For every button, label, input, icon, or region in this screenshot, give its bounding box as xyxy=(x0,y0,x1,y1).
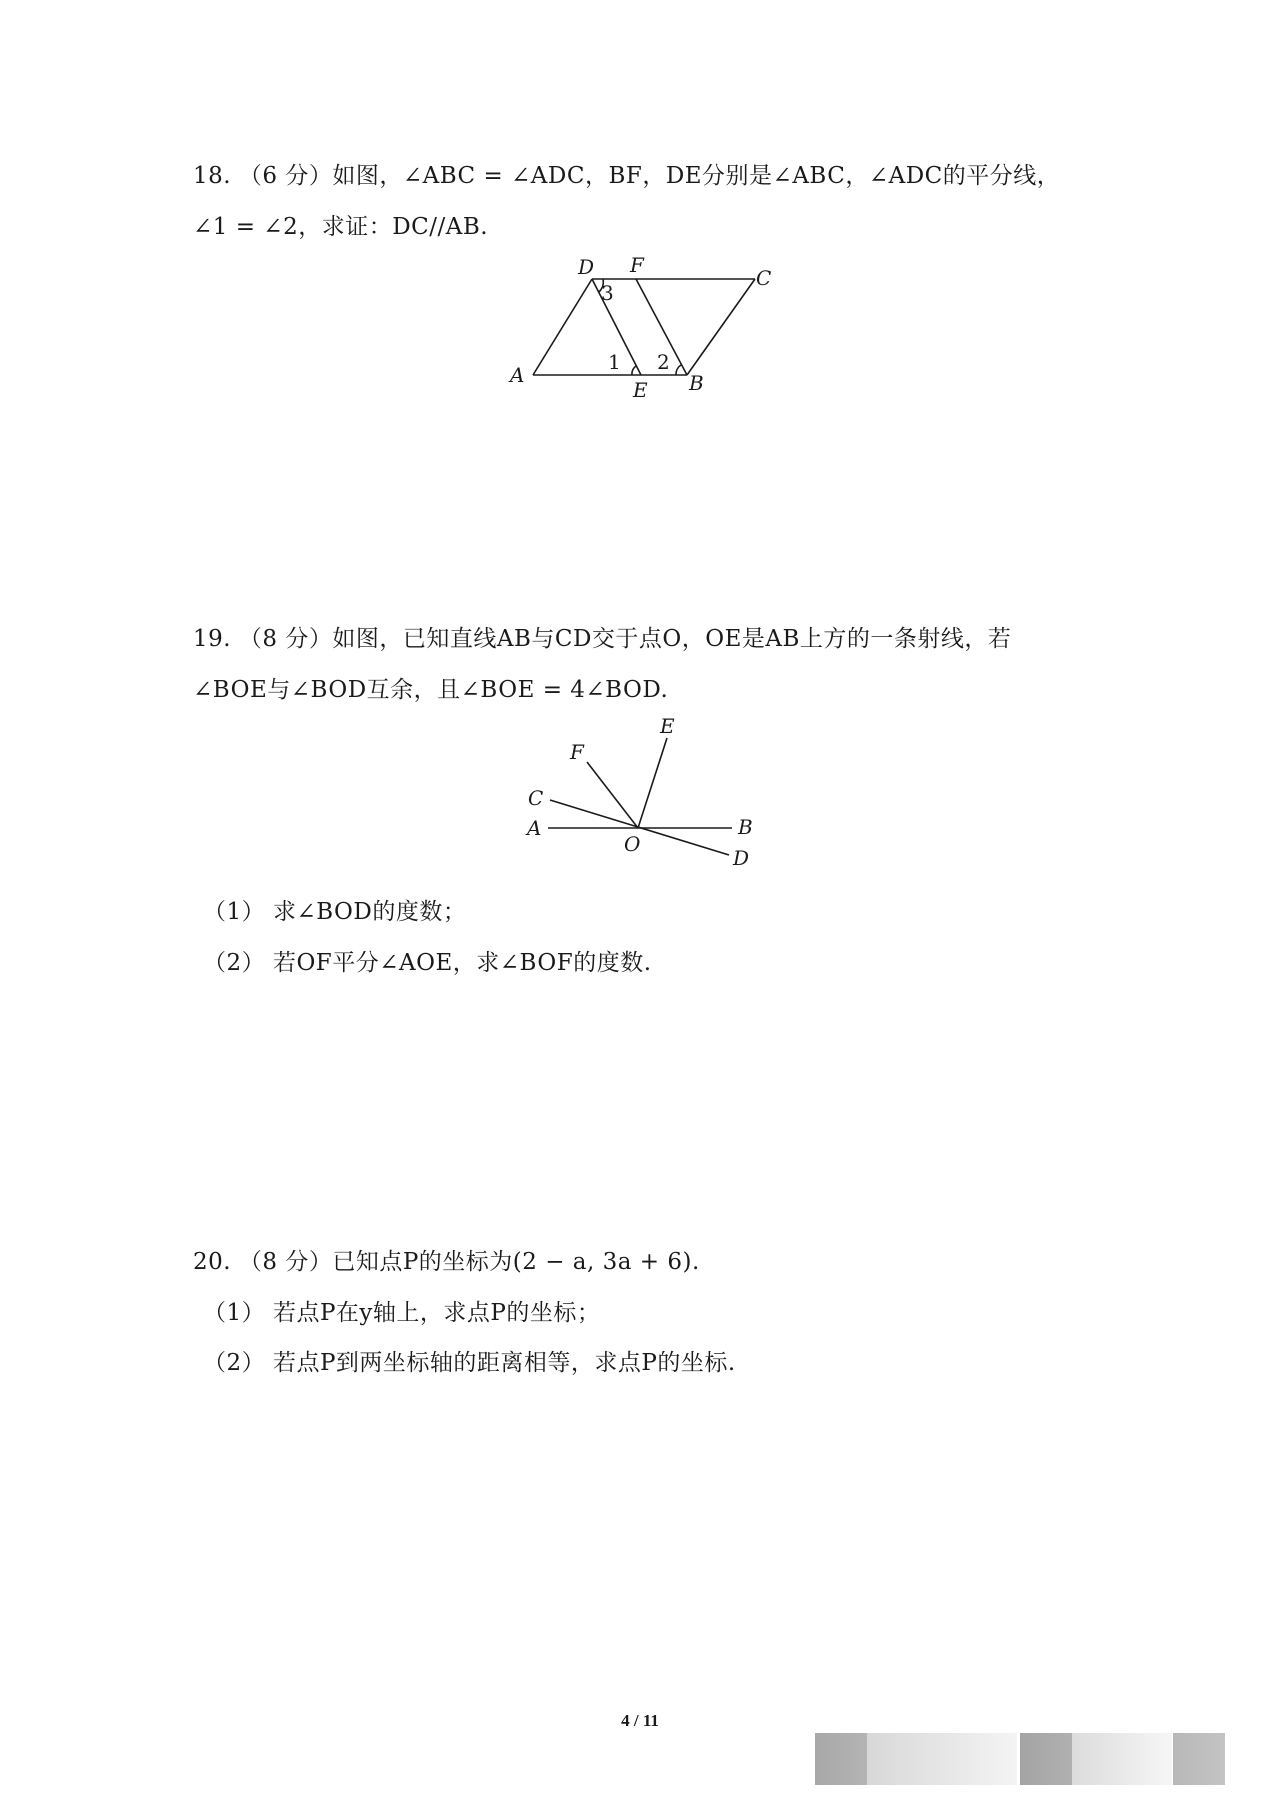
label-E: E xyxy=(633,378,648,402)
q18-figure xyxy=(500,250,790,410)
label-F: F xyxy=(630,253,644,277)
redaction-block xyxy=(1072,1733,1172,1785)
label-D: D xyxy=(578,255,595,279)
q19-part1: （1） 求∠BOD的度数； xyxy=(203,899,467,925)
label-F: F xyxy=(570,740,584,764)
label-3: 3 xyxy=(601,281,614,305)
label-C: C xyxy=(528,786,544,810)
segment-CB xyxy=(687,279,755,375)
redaction-block xyxy=(1173,1733,1225,1785)
q20-line1: 20. （8 分）已知点P的坐标为(2 − a, 3a + 6). xyxy=(193,1249,700,1275)
label-A: A xyxy=(510,363,525,387)
label-B: B xyxy=(738,815,753,839)
q20-part1: （1） 若点P在y轴上，求点P的坐标； xyxy=(203,1300,601,1326)
ray-OF xyxy=(587,762,638,828)
q20-part2: （2） 若点P到两坐标轴的距离相等，求点P的坐标. xyxy=(203,1350,736,1376)
label-2: 2 xyxy=(657,350,670,374)
label-E: E xyxy=(660,714,675,738)
page-number: 4 / 11 xyxy=(621,1711,659,1730)
q19-line1: 19. （8 分）如图，已知直线AB与CD交于点O，OE是AB上方的一条射线，若 xyxy=(193,626,1012,652)
redaction-block xyxy=(867,1733,1017,1785)
q18-line1: 18. （6 分）如图，∠ABC = ∠ADC，BF，DE分别是∠ABC，∠ADC的平分线， xyxy=(193,163,1061,189)
redaction-block xyxy=(815,1733,867,1785)
label-D: D xyxy=(733,846,750,870)
q19-line2: ∠BOE与∠BOD互余，且∠BOE = 4∠BOD. xyxy=(193,677,669,703)
q19-part2: （2） 若OF平分∠AOE，求∠BOF的度数. xyxy=(203,950,652,976)
angle-arc-2 xyxy=(676,365,681,375)
ray-OE xyxy=(638,738,667,828)
label-O: O xyxy=(624,832,641,856)
label-C: C xyxy=(756,266,772,290)
segment-AD xyxy=(533,279,592,375)
label-B: B xyxy=(689,371,704,395)
angle-arc-1 xyxy=(632,366,636,375)
q19-figure xyxy=(515,710,765,875)
label-A: A xyxy=(527,816,542,840)
label-1: 1 xyxy=(608,350,621,374)
redaction-block xyxy=(1020,1733,1072,1785)
q18-line2: ∠1 = ∠2，求证：DC//AB. xyxy=(193,214,489,240)
